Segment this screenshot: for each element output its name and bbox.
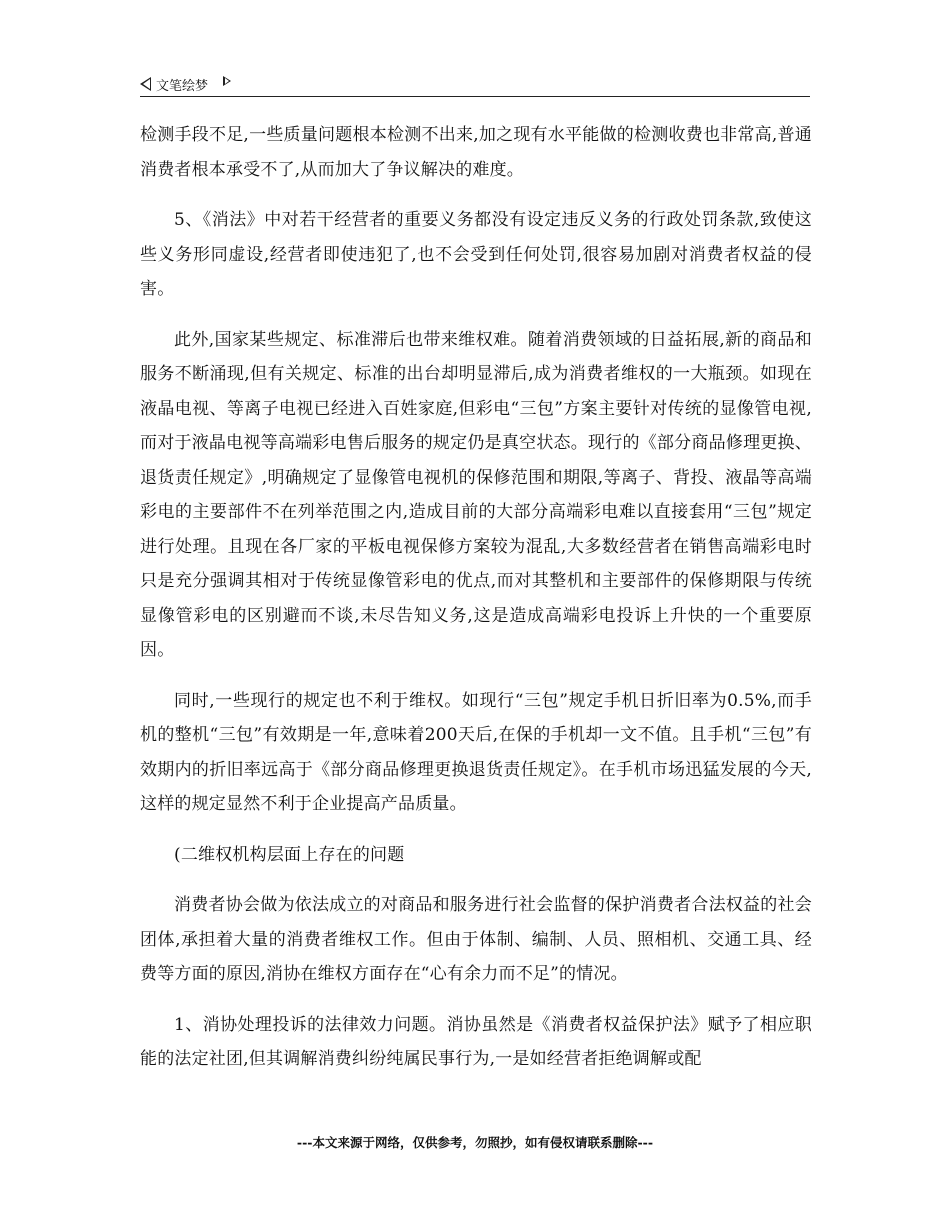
paragraph-4: 同时,一些现行的规定也不利于维权。如现行“三包”规定手机日折旧率为0.5%,而手机的整机“三包”有效期是一年,意味着200天后,在保的手机却一文不值。且手机“三包”有效期内的折旧率远高于《部分商品修理更换退货责任规定》。在手机市场迅猛发展的今天,这样的规定显然不利于企业提高产品质量。 (140, 690, 812, 814)
paragraph-5: 消费者协会做为依法成立的对商品和服务进行社会监督的保护消费者合法权益的社会团体,承担着大量的消费者维权工作。但由于体制、编制、人员、照相机、交通工具、经费等方面的原因,消协在维权方面存在“心有余力而不足”的情况。 (140, 895, 812, 984)
paragraph-2: 5、《消法》中对若干经营者的重要义务都没有设定违反义务的行政处罚条款,致使这些义务形同虚设,经营者即使违犯了,也不会受到任何处罚,很容易加剧对消费者权益的侵害。 (140, 210, 812, 299)
header-title: 文笔绘梦 (156, 78, 209, 94)
footer-disclaimer: ---本文来源于网络，仅供参考，勿照抄，如有侵权请联系删除--- (296, 1135, 654, 1150)
section-heading: (二维权机构层面上存在的问题 (174, 844, 405, 865)
paragraph-1: 检测手段不足,一些质量问题根本检测不出来,加之现有水平能做的检测收费也非常高,普通消费者根本承受不了,从而加大了争议解决的难度。 (140, 125, 812, 180)
left-triangle-icon (140, 77, 151, 91)
paragraph-3: 此外,国家某些规定、标准滞后也带来维权难。随着消费领域的日益拓展,新的商品和服务不断涌现,但有关规定、标准的出台却明显滞后,成为消费者维权的一大瓶颈。如现在液晶电视、等离子电视已经进入百姓家庭,但彩电“三包”方案主要针对传统的显像管电视,而对于液晶电视等高端彩电售后服务的规定仍是真空状态。现行的《部分商品修理更换、退货责任规定》,明确规定了显像管电视机的保修范围和期限,等离子、背投、液晶等高端彩电的主要部件不在列举范围之内,造成目前的大部分高端彩电难以直接套用“三包”规定进行处理。且现在各厂家的平板电视保修方案较为混乱,大多数经营者在销售高端彩电时只是充分强调其相对于传统显像管彩电的优点,而对其整机和主要部件的保修期限与传统显像管彩电的区别避而不谈,未尽告知义务,这是造成高端彩电投诉上升快的一个重要原因。 (140, 329, 812, 660)
paragraph-6: 1、消协处理投诉的法律效力问题。消协虽然是《消费者权益保护法》赋予了相应职能的法定社团,但其调解消费纠纷纯属民事行为,一是如经营者拒绝调解或配 (140, 1014, 812, 1069)
page-header (140, 72, 810, 97)
right-triangle-icon (223, 76, 231, 86)
document-body (140, 118, 812, 1093)
